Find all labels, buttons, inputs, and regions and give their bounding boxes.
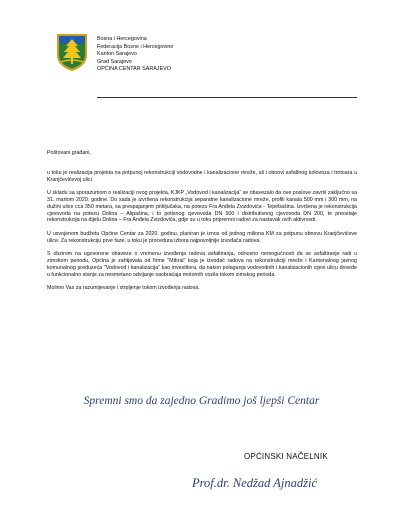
slogan: Spremni smo da zajedno Gradimo još ljepši Centar	[83, 395, 320, 407]
header-line: Grad Sarajevo	[97, 58, 132, 65]
signature-title: OPĆINSKI NAČELNIK	[244, 452, 328, 461]
greeting: Poštovani građani,	[47, 150, 91, 156]
coat-of-arms-icon	[56, 33, 88, 72]
signature-name: Prof.dr. Nedžad Ajnadžić	[192, 476, 318, 490]
header-line: Kanton Sarajevo	[97, 51, 137, 58]
header-divider	[97, 97, 357, 98]
header-line: Federacija Bosne i Hercegovine	[97, 43, 174, 50]
paragraph: U skladu sa sporazumom o realizaciji ovog projekta, KJKP „Vodovod i kanalizacija“ se obavezalo da ove poslove završi zaključno sa 31. martom 2020. godine. Do sada je izvršena rekonstrukcija separatne kanalizacione mreže, profili kanala 500 mm i 300 mm, na dužini ulice cca 350 metara, sa prespajanjem priključaka, na potezu Fra Anđela Zvizdovića - Tepebašina. Izvršena je rekonstrukcija cjevovoda na potezu Dolina – Alipašina, i to potisnog cjevovoda DN 500 i distributivnog cjevovoda DN 200, te preostaje rekonstrukcija na dijelu Dolina – Fra Anđela Zvizdovića, gdje su u toku pripremni radovi za nastavak ovih aktivnosti.	[47, 190, 357, 224]
paragraph: Molimo Vas za razumijevanje i strpljenje tokom izvođenja radova.	[47, 285, 200, 292]
paragraph: U usvojenom budžetu Općine Centar za 2020. godinu, planiran je iznos od jednog miliona KM za potpunu obnovu Kranjčevićeve ulice. Za rekonstrukciju prve faze, u toku je procedura izbora najpovoljnije izvođača radova.	[47, 230, 357, 244]
paragraph: S obzirom na ugovorene obaveze o vremenu izvođenja radova asfaltiranja, odnosno nemogućnosti da se asfaltiranje radi u zimskom periodu, Općina je zahtjevala od firme "Mibral" koja je izvođač radova na rekonstrukciji mreže i Kantonalnog javnog komunalnog preduzeća "Vodovod i kanalizacija" kao investitora, da nakon polaganja vodovodnih i kanalizacionih cijevi ulicu dovede u funkcionalno stanje za nesmetano odvijanje saobraćaja motornih vozila tokom zimskog perioda.	[47, 251, 357, 278]
header-address	[97, 36, 173, 74]
header-line: Bosna i Hercegovina	[97, 36, 147, 42]
header-line: OPĆINA CENTAR SARAJEVO	[97, 66, 171, 73]
paragraph: u toku je realizacija projekta na potpunoj rekonstrukciji vodovodne i kanalizacione mreže, ali i obnovi asfaltnog kolovoza i trotoara u Kranjčevićevoj ulici.	[47, 169, 357, 183]
letter-body	[47, 150, 357, 299]
